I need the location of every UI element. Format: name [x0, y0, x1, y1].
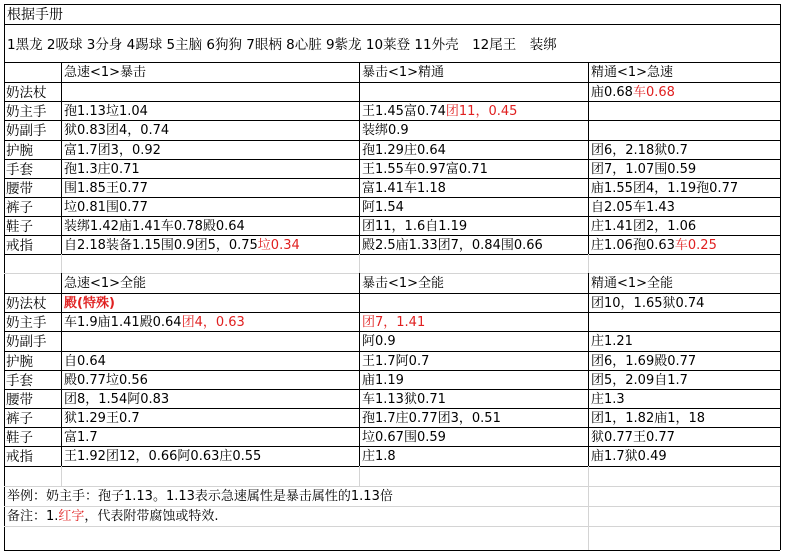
red-value: 团11，0.45 — [445, 104, 518, 119]
t1-cell — [591, 218, 696, 236]
grid-line — [4, 550, 780, 551]
t1-row-label: 戒指 — [6, 238, 33, 254]
value: 阿0.9 — [362, 334, 396, 349]
t1-cell — [64, 199, 148, 217]
t1-cell — [362, 199, 404, 217]
t1-row-label: 腰带 — [6, 181, 33, 197]
red-value: 殿(特殊) — [64, 296, 115, 311]
remark-note — [7, 508, 219, 526]
t1-cell — [362, 122, 409, 140]
t1-row-label: 裤子 — [6, 200, 33, 216]
t1-cell — [591, 199, 675, 217]
grid-line — [588, 466, 589, 486]
t2-cell — [64, 353, 106, 371]
value: 团11，1.6自1.19 — [362, 219, 468, 234]
value: 庙0.68 — [591, 85, 633, 100]
value: 庙1.7狱0.49 — [591, 449, 667, 464]
grid-line — [588, 486, 589, 550]
t2-cell — [64, 295, 115, 313]
sheet-title: 根据手册 — [7, 7, 63, 23]
grid-line — [4, 427, 780, 428]
t1-cell — [362, 237, 543, 255]
t2-cell — [362, 410, 501, 428]
grid-line — [4, 526, 780, 527]
t2-row-label: 鞋子 — [6, 430, 33, 446]
grid-line — [780, 4, 781, 550]
t2-cell — [591, 333, 633, 351]
grid-line — [588, 273, 589, 466]
t2-cell — [64, 391, 169, 409]
grid-line — [4, 293, 780, 294]
value: 狱0.83团4，0.74 — [64, 123, 170, 138]
grid-line — [4, 408, 780, 409]
t2-row-label: 戒指 — [6, 449, 33, 465]
t1-cell — [64, 180, 148, 198]
t2-cell — [591, 353, 696, 371]
t2-cell — [362, 448, 396, 466]
t2-cell — [591, 448, 667, 466]
value: 团8，1.54阿0.83 — [64, 392, 170, 407]
grid-line — [4, 273, 780, 274]
value: 自0.64 — [64, 354, 106, 369]
grid-line — [4, 4, 780, 5]
value: 庄1.41团2，1.06 — [591, 219, 697, 234]
value: 团10，1.65狱0.74 — [591, 296, 705, 311]
t2-cell — [591, 372, 688, 390]
remark-prefix: 备注：1. — [7, 509, 59, 524]
grid-line — [588, 62, 589, 254]
t1-cell — [64, 161, 140, 179]
value: 团6，2.18狱0.7 — [591, 143, 688, 158]
value: 狱0.77王0.77 — [591, 430, 675, 445]
grid-line — [4, 216, 780, 217]
value: 团6，1.69殿0.77 — [591, 354, 697, 369]
grid-line — [4, 506, 780, 507]
t1-cell — [362, 180, 446, 198]
t2-cell — [362, 372, 404, 390]
grid-line — [61, 466, 62, 486]
value: 围1.85王0.77 — [64, 181, 148, 196]
t1-cell — [64, 142, 161, 160]
red-value: 垃0.34 — [257, 238, 300, 253]
t2-row-label: 手套 — [6, 373, 33, 389]
t1-cell — [64, 237, 300, 255]
value: 王1.92团12，0.66阿0.63庄0.55 — [64, 449, 262, 464]
value: 自2.05车1.43 — [591, 200, 675, 215]
grid-line — [4, 235, 780, 236]
value: 车1.13狱0.71 — [362, 392, 446, 407]
value: 孢1.13垃1.04 — [64, 104, 148, 119]
t1-cell — [362, 142, 446, 160]
grid-line — [4, 389, 780, 390]
value: 团1，1.82庙1，18 — [591, 411, 706, 426]
value: 殿0.77垃0.56 — [64, 373, 148, 388]
grid-line — [61, 254, 62, 273]
t1-cell — [64, 122, 169, 140]
grid-line — [4, 312, 780, 313]
grid-line — [4, 82, 780, 83]
t1-cell — [64, 218, 245, 236]
grid-line — [4, 101, 780, 102]
t2-row-label: 裤子 — [6, 411, 33, 427]
t2-cell — [362, 333, 396, 351]
grid-line — [4, 466, 780, 467]
grid-line — [4, 24, 780, 25]
value: 狱1.29王0.7 — [64, 411, 140, 426]
t2-row-label: 奶法杖 — [6, 296, 47, 312]
t2-cell — [362, 429, 446, 447]
red-value: 车0.68 — [632, 85, 675, 100]
t1-cell — [591, 237, 717, 255]
value: 阿1.54 — [362, 200, 404, 215]
value: 孢1.3庄0.71 — [64, 162, 140, 177]
value: 王1.7阿0.7 — [362, 354, 430, 369]
t2-row-label: 奶主手 — [6, 315, 47, 331]
t1-row-label: 奶法杖 — [6, 85, 47, 101]
t2-cell — [591, 295, 704, 313]
value: 孢1.7庄0.77团3，0.51 — [362, 411, 501, 426]
grid-line — [588, 254, 589, 273]
grid-line — [4, 159, 780, 160]
t1-row-label: 奶主手 — [6, 104, 47, 120]
value: 庙1.55团4，1.19孢0.77 — [591, 181, 739, 196]
grid-line — [61, 273, 62, 466]
red-value: 团7，1.41 — [362, 315, 426, 330]
grid-line — [4, 254, 780, 255]
grid-line — [4, 351, 780, 352]
grid-line — [4, 197, 780, 198]
value: 庄1.21 — [591, 334, 633, 349]
t2-header-3: 精通<1>全能 — [591, 276, 674, 291]
value: 富1.41车1.18 — [362, 181, 446, 196]
grid-line — [4, 120, 780, 121]
value: 庄1.3 — [591, 392, 625, 407]
t2-cell — [591, 391, 625, 409]
value: 车1.9庙1.41殿0.64 — [64, 315, 182, 330]
value: 庄1.8 — [362, 449, 396, 464]
t2-cell — [362, 314, 425, 332]
t1-cell — [362, 103, 517, 121]
value: 装绑1.42庙1.41车0.78殿0.64 — [64, 219, 245, 234]
value: 庄1.06孢0.63 — [591, 238, 675, 253]
t2-row-label: 奶副手 — [6, 334, 47, 350]
grid-line — [61, 62, 62, 254]
value: 富1.7团3，0.92 — [64, 143, 161, 158]
grid-line — [4, 178, 780, 179]
t1-cell — [591, 161, 696, 179]
t1-row-label: 手套 — [6, 162, 33, 178]
t2-cell — [64, 410, 140, 428]
t1-header-2: 暴击<1>精通 — [362, 65, 445, 80]
t2-header-1: 急速<1>全能 — [64, 276, 147, 291]
value: 殿2.5庙1.33团7，0.84围0.66 — [362, 238, 543, 253]
grid-line — [359, 273, 360, 466]
grid-line — [4, 4, 5, 550]
value: 垃0.67围0.59 — [362, 430, 446, 445]
t1-cell — [362, 161, 488, 179]
grid-line — [4, 62, 780, 63]
example-note: 举例：奶主手：孢子1.13。1.13表示急速属性是暴击属性的1.13倍 — [7, 489, 393, 504]
value: 垃0.81围0.77 — [64, 200, 148, 215]
grid-line — [359, 62, 360, 254]
value: 庙1.19 — [362, 373, 404, 388]
value: 王1.55车0.97富0.71 — [362, 162, 488, 177]
grid-line — [4, 331, 780, 332]
t1-cell — [591, 84, 675, 102]
grid-line — [4, 446, 780, 447]
grid-line — [359, 466, 360, 486]
value: 自2.18装备1.15围0.9团5，0.75 — [64, 238, 258, 253]
t2-cell — [362, 391, 446, 409]
grid-line — [4, 140, 780, 141]
t1-cell — [362, 218, 467, 236]
t1-cell — [64, 103, 148, 121]
t1-cell — [591, 180, 738, 198]
value: 孢1.29庄0.64 — [362, 143, 446, 158]
remark-red-word: 红字 — [58, 509, 85, 524]
t2-cell — [362, 353, 429, 371]
t2-row-label: 护腕 — [6, 354, 33, 370]
t2-cell — [64, 448, 261, 466]
t2-cell — [64, 372, 148, 390]
t2-row-label: 腰带 — [6, 392, 33, 408]
value: 团5，2.09自1.7 — [591, 373, 688, 388]
grid-line — [359, 254, 360, 273]
t2-cell — [64, 314, 245, 332]
grid-line — [4, 370, 780, 371]
t1-cell — [591, 142, 688, 160]
boss-legend: 1黑龙 2吸球 3分身 4踢球 5主脑 6狗狗 7眼柄 8心脏 9紫龙 10莱登 11外壳 12尾王 装绑 — [7, 37, 557, 53]
remark-suffix: ，代表附带腐蚀或特效. — [84, 509, 219, 524]
value: 团7，1.07围0.59 — [591, 162, 697, 177]
t1-row-label: 鞋子 — [6, 219, 33, 235]
grid-line — [4, 486, 780, 487]
t2-header-2: 暴击<1>全能 — [362, 276, 445, 291]
t1-header-1: 急速<1>暴击 — [64, 65, 147, 80]
red-value: 车0.25 — [674, 238, 717, 253]
red-value: 团4，0.63 — [181, 315, 245, 330]
t2-cell — [591, 429, 675, 447]
t1-row-label: 护腕 — [6, 143, 33, 159]
t1-row-label: 奶副手 — [6, 123, 47, 139]
value: 装绑0.9 — [362, 123, 409, 138]
t2-cell — [591, 410, 705, 428]
t1-header-3: 精通<1>急速 — [591, 65, 674, 80]
t2-cell — [64, 429, 98, 447]
value: 王1.45富0.74 — [362, 104, 446, 119]
value: 富1.7 — [64, 430, 98, 445]
